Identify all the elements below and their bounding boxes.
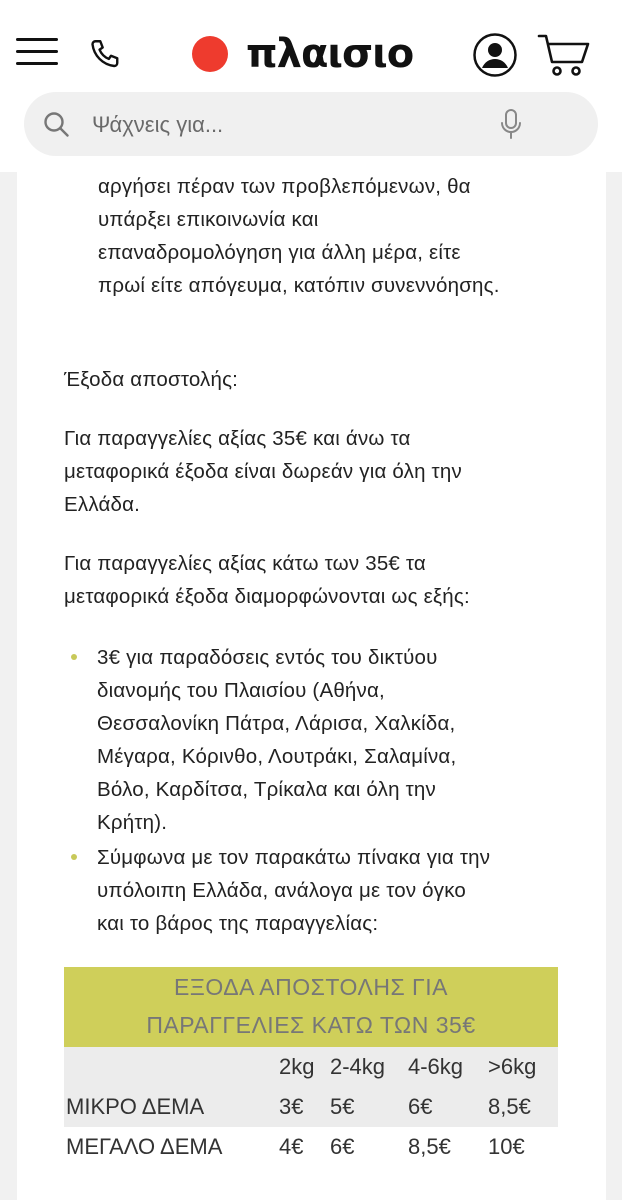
- paragraph-line: Για παραγγελίες αξίας 35€ και άνω τα: [64, 427, 411, 450]
- row-label: ΜΙΚΡΟ ΔΕΜΑ: [66, 1094, 205, 1119]
- microphone-icon[interactable]: [498, 108, 524, 140]
- search-icon[interactable]: [42, 110, 70, 138]
- search-input[interactable]: [90, 92, 494, 158]
- site-logo[interactable]: [192, 32, 413, 76]
- list-item-line: Θεσσαλονίκη Πάτρα, Λάρισα, Χαλκίδα,: [97, 712, 456, 735]
- search-bar[interactable]: [24, 92, 598, 156]
- row-label: ΜΕΓΑΛΟ ΔΕΜΑ: [66, 1134, 223, 1159]
- paragraph-line: αργήσει πέραν των προβλεπόμενων, θα: [98, 175, 471, 198]
- list-item-line: και το βάρος της παραγγελίας:: [97, 912, 379, 935]
- table-cell: 10€: [488, 1134, 525, 1159]
- shipping-cost-heading: Έξοδα αποστολής:: [64, 368, 239, 391]
- site-header: [0, 0, 622, 172]
- table-cell: 6€: [330, 1134, 355, 1159]
- paragraph-line: επαναδρομολόγηση για άλλη μέρα, είτε: [98, 241, 461, 264]
- shipping-cost-table: [64, 967, 558, 1167]
- table-cell: 8,5€: [488, 1094, 531, 1119]
- paragraph-line: Ελλάδα.: [64, 493, 141, 516]
- shopping-cart-icon[interactable]: [536, 32, 592, 80]
- table-cell: 5€: [330, 1094, 355, 1119]
- table-cell: 3€: [279, 1094, 304, 1119]
- table-title-line: ΠΑΡΑΓΓΕΛΙΕΣ ΚΑΤΩ ΤΩΝ 35€: [146, 1012, 476, 1038]
- list-item-line: Βόλο, Καρδίτσα, Τρίκαλα και όλη την: [97, 778, 436, 801]
- list-item-line: Σύμφωνα με τον παρακάτω πίνακα για την: [97, 846, 491, 869]
- hamburger-menu-icon[interactable]: [16, 38, 58, 66]
- table-row: [64, 1127, 558, 1167]
- logo-dot: [192, 36, 228, 72]
- table-cell: 4€: [279, 1134, 304, 1159]
- table-header-row: [64, 1047, 558, 1087]
- column-header: 2kg: [279, 1054, 315, 1079]
- column-header: >6kg: [488, 1054, 537, 1079]
- user-account-icon[interactable]: [472, 32, 518, 78]
- paragraph-line: μεταφορικά έξοδα διαμορφώνονται ως εξής:: [64, 585, 470, 608]
- phone-icon[interactable]: [88, 36, 124, 72]
- list-item-line: Μέγαρα, Κόρινθο, Λουτράκι, Σαλαμίνα,: [97, 745, 457, 768]
- paragraph-line: μεταφορικά έξοδα είναι δωρεάν για όλη την: [64, 460, 462, 483]
- main-content: [17, 172, 606, 1200]
- list-item-line: διανομής του Πλαισίου (Αθήνα,: [97, 679, 385, 702]
- list-item-line: υπόλοιπη Ελλάδα, ανάλογα με τον όγκο: [97, 879, 467, 902]
- logo-text: πλαισιο: [246, 31, 414, 77]
- bullet-dot: [71, 854, 77, 860]
- column-header: 2-4kg: [330, 1054, 386, 1079]
- table-title-line: ΕΞΟΔΑ ΑΠΟΣΤΟΛΗΣ ΓΙΑ: [174, 974, 448, 1000]
- table-title: [64, 967, 558, 1047]
- paragraph-line: υπάρξει επικοινωνία και: [98, 208, 319, 231]
- table-cell: 6€: [408, 1094, 433, 1119]
- paragraph-line: πρωί είτε απόγευμα, κατόπιν συνεννόησης.: [98, 274, 500, 297]
- column-header: 4-6kg: [408, 1054, 464, 1079]
- list-item-line: 3€ για παραδόσεις εντός του δικτύου: [97, 646, 438, 669]
- table-row: [64, 1087, 558, 1127]
- paragraph-line: Για παραγγελίες αξίας κάτω των 35€ τα: [64, 552, 426, 575]
- bullet-dot: [71, 654, 77, 660]
- list-item-line: Κρήτη).: [97, 811, 168, 834]
- table-cell: 8,5€: [408, 1134, 451, 1159]
